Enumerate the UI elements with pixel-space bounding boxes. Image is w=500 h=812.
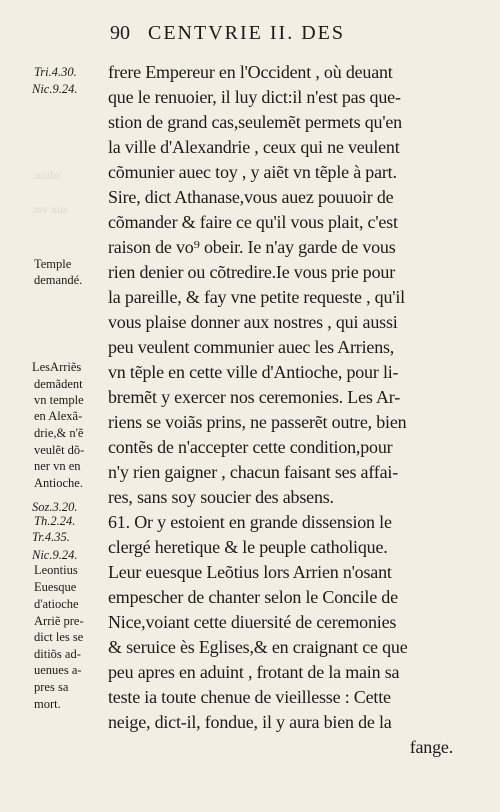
margin-note: dict les se (34, 630, 84, 644)
text-line: peu veulent communier auec les Arriens, (108, 337, 395, 357)
text-line: riens se voiãs prins, ne passerẽt outre, bien (108, 412, 407, 432)
margin-note: mort. (34, 697, 61, 711)
margin-note: drie,& n'ẽ (34, 426, 84, 440)
text-line: Sire, dict Athanase,vous auez pouuoir de (108, 187, 394, 207)
margin-note: demandé. (34, 273, 83, 287)
text-line: fange. (409, 737, 453, 757)
margin-note: LesArriẽs (32, 360, 82, 374)
margin-note: veulẽt dõ- (34, 443, 85, 457)
text-line: & seruice ès Eglises,& en craignant ce que (108, 637, 408, 657)
text-line: neige, dict-il, fondue, il y aura bien de la (108, 712, 392, 732)
margin-note: Nic.9.24. (32, 82, 78, 96)
text-line: cõmander & faire ce qu'il vous plait, c'est (108, 212, 398, 232)
text-line: cõmunier auec toy , y aiẽt vn tẽple à part. (108, 162, 397, 182)
margin-note: pres sa (34, 680, 69, 694)
text-line: teste ia toute chenue de vieillesse : Cette (108, 687, 391, 707)
bleed-through-mark: ɔsv xus (32, 202, 68, 216)
margin-note: uenues a- (34, 663, 82, 677)
running-header (0, 20, 500, 50)
text-line: Leur euesque Leõtius lors Arrien n'osant (108, 562, 392, 582)
text-line: raison de vo⁹ obeir. Ie n'ay garde de vous (108, 237, 396, 257)
text-line: clergé heretique & le peuple catholique. (108, 537, 388, 557)
text-line: rien denier ou cõtredire.Ie vous prie pour (108, 262, 395, 282)
text-line: stion de grand cas,seulemẽt permets qu'en (108, 112, 402, 132)
text-line: res, sans soy soucier des absens. (108, 487, 334, 507)
margin-note: Tri.4.30. (34, 65, 77, 79)
margin-note: ner vn en (34, 459, 81, 473)
text-line: Nice,voiant cette diuersité de ceremonies (108, 612, 397, 632)
margin-note: Soz.3.20. (32, 500, 78, 514)
margin-note: Temple (34, 257, 72, 271)
text-line: la pareille, & fay vne petite requeste , qu'il (108, 287, 405, 307)
margin-note: Leontius (34, 563, 78, 577)
margin-note: Arriẽ pre- (34, 614, 84, 628)
text-line: frere Empereur en l'Occident , où deuant (108, 62, 393, 82)
margin-note: Nic.9.24. (32, 548, 78, 562)
text-line: contẽs de n'accepter cette condition,pour (108, 437, 393, 457)
margin-note: Antioche. (34, 476, 83, 490)
margin-note: demãdent (34, 377, 83, 391)
text-line: n'y rien gaigner , chacun faisant ses affai- (108, 462, 398, 482)
text-line: 61. Or y estoient en grande dissension le (108, 512, 392, 532)
running-title: CENTVRIE II. DES (148, 22, 345, 44)
margin-note: ditiõs ad- (34, 647, 81, 661)
bleed-through-mark: ɔuiilo' (32, 168, 62, 182)
text-line: vous plaise donner aux nostres , qui aussi (108, 312, 398, 332)
text-line: empescher de chanter selon le Concile de (108, 587, 398, 607)
margin-note: vn temple (34, 393, 84, 407)
text-line: peu apres en aduint , frotant de la main sa (108, 662, 400, 682)
page-number: 90 (110, 22, 130, 44)
text-line: bremẽt y exercer nos ceremonies. Les Ar- (108, 387, 401, 407)
text-line: que le renuoier, il luy dict:il n'est pas que- (108, 87, 401, 107)
margin-note: en Alexã- (34, 409, 83, 423)
margin-note: Euesque (34, 580, 77, 594)
margin-note: Th.2.24. (34, 514, 76, 528)
text-line: la ville d'Alexandrie , ceux qui ne veulent (108, 137, 400, 157)
text-line: vn tẽple en cette ville d'Antioche, pour li- (108, 362, 399, 382)
margin-note: d'atioche (34, 597, 79, 611)
margin-note: Tr.4.35. (32, 530, 70, 544)
